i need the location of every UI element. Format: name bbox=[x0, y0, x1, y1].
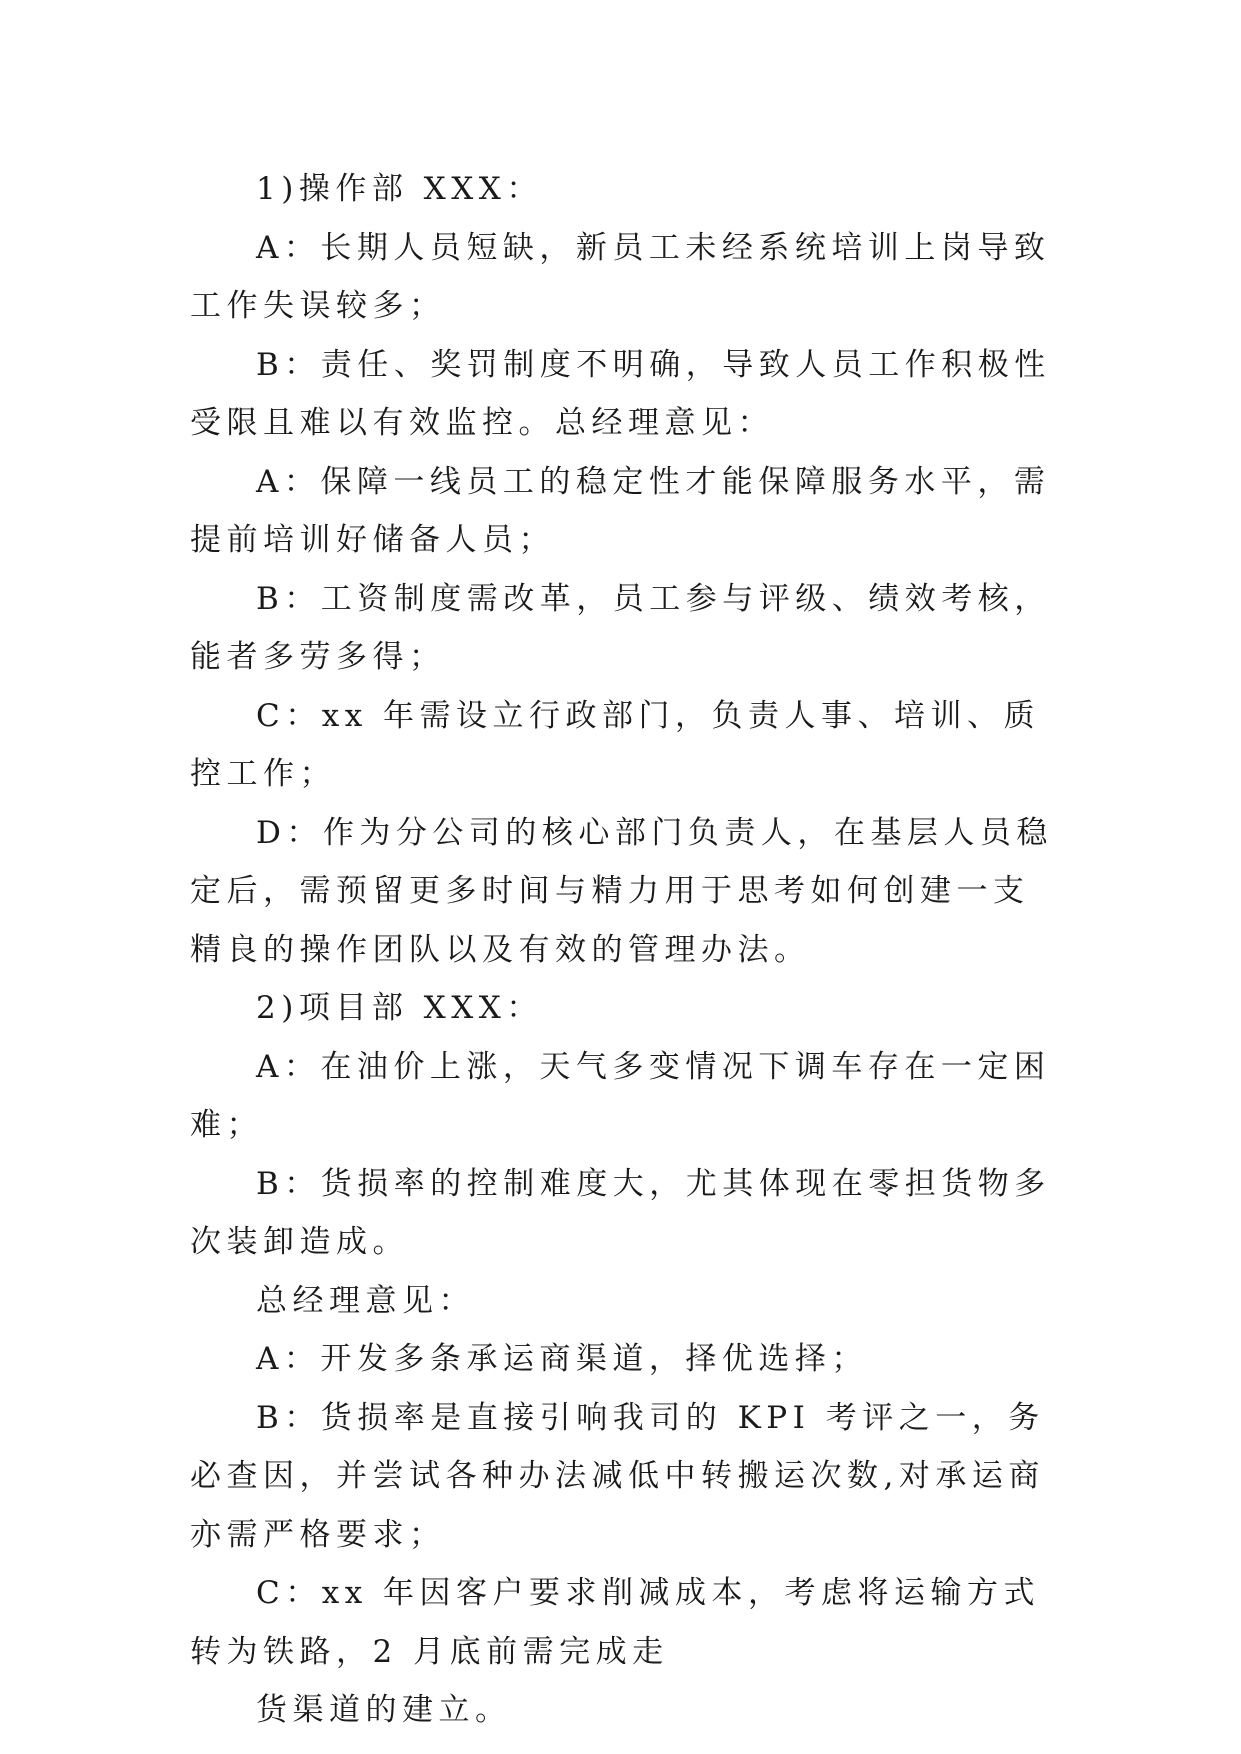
paragraph-2: A：长期人员短缺，新员工未经系统培训上岗导致工作失误较多； bbox=[190, 229, 1051, 324]
paragraph-7: D：作为分公司的核心部门负责人，在基层人员稳定后，需预留更多时间与精力用于思考如何创建一支精良的操作团队以及有效的管理办法。 bbox=[190, 814, 1053, 968]
paragraph-6: C：xx 年需设立行政部门，负责人事、培训、质控工作； bbox=[190, 697, 1041, 792]
paragraph-10: B：货损率的控制难度大，尤其体现在零担货物多次装卸造成。 bbox=[190, 1165, 1051, 1260]
paragraph-1: 1)操作部 XXX： bbox=[256, 171, 543, 207]
paragraph-14: C：xx 年因客户要求削减成本，考虑将运输方式转为铁路，2 月底前需完成走 bbox=[190, 1575, 1041, 1670]
document-body bbox=[190, 160, 1060, 1740]
paragraph-5: B：工资制度需改革，员工参与评级、绩效考核，能者多劳多得； bbox=[190, 580, 1051, 675]
paragraph-3: B：责任、奖罚制度不明确，导致人员工作积极性受限且难以有效监控。总经理意见： bbox=[190, 346, 1051, 441]
paragraph-13: B：货损率是直接引响我司的 KPI 考评之一，务必查因，并尝试各种办法减低中转搬运次数,对承运商亦需严格要求； bbox=[190, 1399, 1045, 1553]
paragraph-4: A：保障一线员工的稳定性才能保障服务水平，需提前培训好储备人员； bbox=[190, 463, 1051, 558]
paragraph-15: 货渠道的建立。 bbox=[256, 1692, 512, 1728]
paragraph-8: 2)项目部 XXX： bbox=[256, 990, 543, 1026]
paragraph-12: A：开发多条承运商渠道，择优选择； bbox=[256, 1341, 868, 1377]
paragraph-11: 总经理意见： bbox=[256, 1282, 475, 1319]
paragraph-9: A：在油价上涨，天气多变情况下调车存在一定困难； bbox=[190, 1048, 1051, 1143]
